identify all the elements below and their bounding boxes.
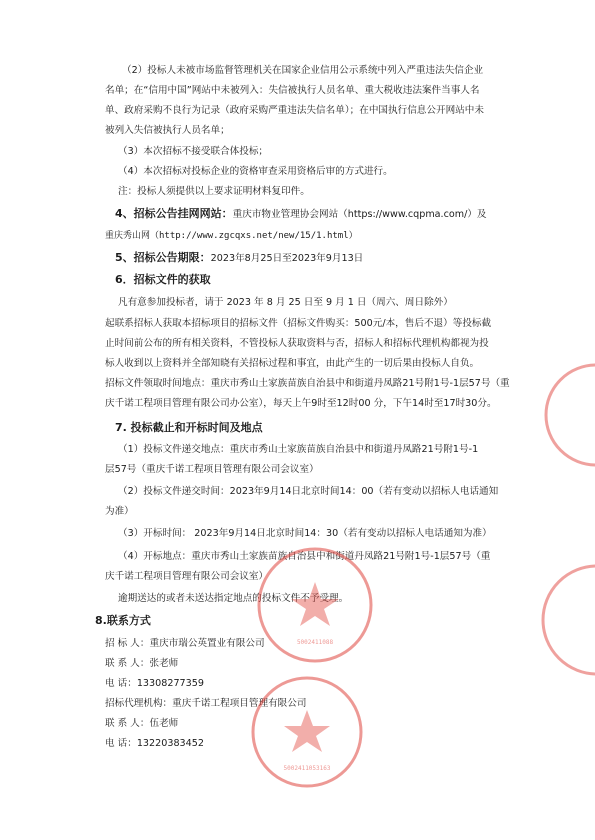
section-4 — [115, 208, 487, 221]
section-7-line4: 为准） — [105, 506, 134, 517]
owner-seal-number: 5002411088 — [296, 639, 334, 646]
section-7-title: 7. 投标截止和开标时间及地点 — [115, 421, 263, 434]
section-7-line7: 庆千诺工程项目管理有限公司会议室） — [105, 571, 269, 582]
contact-owner-phone: 电 话：13308277359 — [105, 678, 204, 689]
qualification-item-2-line3: 单、政府采购不良行为记录（政府采购严重违法失信名单）；在中国执行信息公开网站中未 — [105, 105, 484, 116]
agent-company-seal — [245, 670, 370, 795]
qualification-item-3: （3）本次招标不接受联合体投标； — [118, 146, 269, 157]
contact-agent-phone: 电 话：13220383452 — [105, 738, 204, 749]
agent-seal-number: 5002411053163 — [283, 765, 331, 772]
qualification-item-2: （2）投标人未被市场监督管理机关在国家企业信用公示系统中列入严重违法失信企业 — [122, 65, 484, 76]
section-4-line2: 重庆秀山网（http://www.zgcqxs.net/new/15/1.html） — [105, 231, 358, 241]
section-7-line6: （4）开标地点：重庆市秀山土家族苗族自治县中和街道丹凤路21号附1号-1层57号（重 — [118, 551, 491, 562]
contact-agent-person: 联 系 人：伍老师 — [105, 718, 179, 729]
paging-seal-lower — [535, 560, 595, 680]
section-6-line6: 庆千诺工程项目管理有限公司办公室），每天上午9时至12时00 分，下午14时至17时30分。 — [105, 398, 497, 409]
section-8-title: 8.联系方式 — [95, 614, 151, 627]
note: 注：投标人须提供以上要求证明材料复印件。 — [118, 186, 310, 197]
paging-seal-upper — [540, 360, 595, 470]
contact-agent: 招标代理机构：重庆千诺工程项目管理有限公司 — [105, 698, 307, 709]
section-6-line5: 招标文件领取时间地点：重庆市秀山土家族苗族自治县中和街道丹凤路21号附1号-1层57号（重 — [105, 378, 510, 389]
section-6-title: 6．招标文件的获取 — [115, 273, 211, 286]
section-7-line5: （3）开标时间： 2023年9月14日北京时间14：30（若有变动以招标人电话通知为准） — [118, 528, 492, 539]
section-5-title: 5、招标公告期限： — [115, 251, 211, 264]
contact-owner-person: 联 系 人：张老师 — [105, 658, 179, 669]
section-5 — [115, 252, 363, 265]
qualification-item-2-line4: 被列入失信被执行人员名单； — [105, 125, 230, 136]
section-5-text: 2023年8月25日至2023年9月13日 — [210, 253, 364, 264]
qualification-item-2-line2: 名单；在“信用中国”网站中未被列入：失信被执行人员名单、重大税收违法案件当事人名 — [105, 85, 480, 96]
section-6-line2: 起联系招标人获取本招标项目的招标文件（招标文件购买：500元/本，售后不退）等投标截 — [105, 318, 492, 329]
section-4-title: 4、招标公告挂网网站： — [115, 207, 233, 220]
section-6-line3: 止时间前公布的所有相关资料，不管投标人获取资料与否，招标人和招标代理机构都视为投 — [105, 338, 489, 349]
qualification-item-4: （4）本次招标对投标企业的资格审查采用资格后审的方式进行。 — [118, 166, 393, 177]
section-7-line8: 逾期送达的或者未送达指定地点的投标文件不予受理。 — [118, 593, 349, 604]
contact-owner: 招 标 人：重庆市瑞公英置业有限公司 — [105, 638, 265, 649]
section-6-line1: 凡有意参加投标者，请于 2023 年 8 月 25 日至 9 月 1 日（周六、周日除外） — [118, 297, 453, 308]
section-6-line4: 标人收到以上资料并全部知晓有关招标过程和事宜，由此产生的一切后果由投标人自负。 — [105, 358, 480, 369]
section-7-line3: （2）投标文件递交时间：2023年9月14日北京时间14：00（若有变动以招标人电话通知 — [118, 486, 499, 497]
section-4-text: 重庆市物业管理协会网站（https://www.cqpma.com/）及 — [232, 209, 487, 220]
section-7-line1: （1）投标文件递交地点：重庆市秀山土家族苗族自治县中和街道丹凤路21号附1号-1 — [118, 444, 479, 455]
section-7-line2: 层57号（重庆千诺工程项目管理有限公司会议室） — [105, 464, 319, 475]
